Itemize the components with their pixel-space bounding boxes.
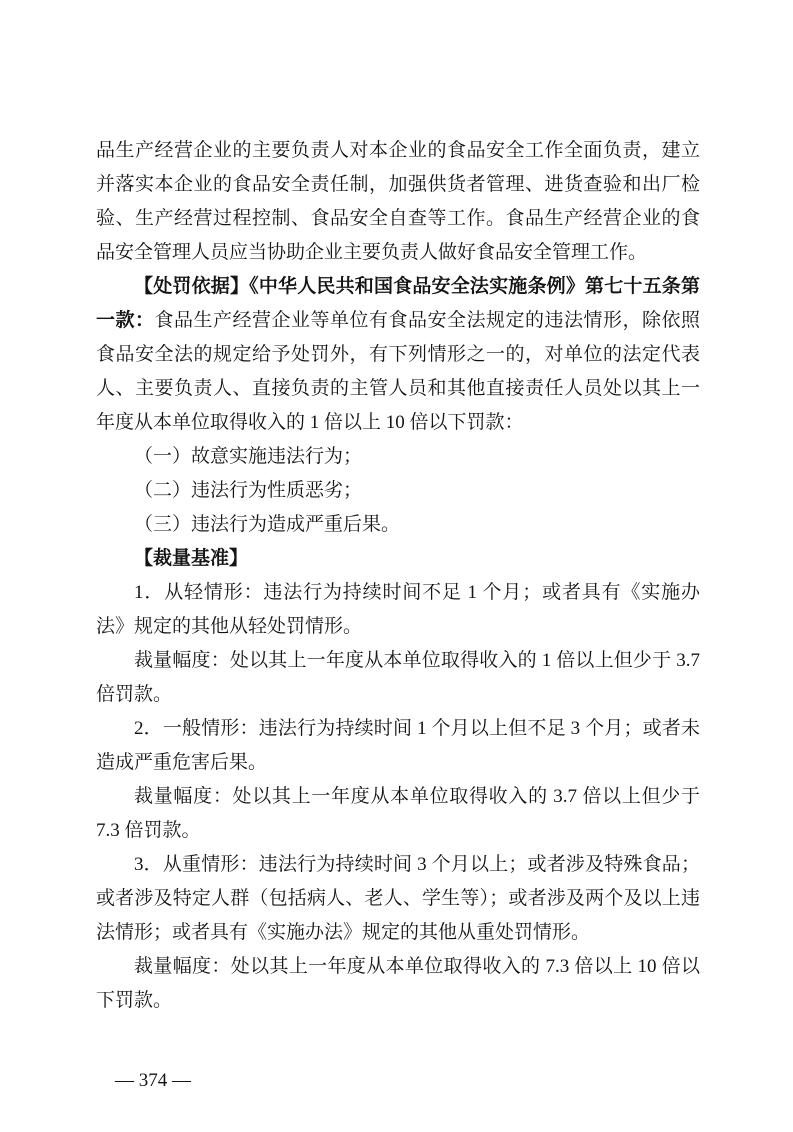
text-run: （二）违法行为性质恶劣； xyxy=(134,480,363,501)
bold-text-run: 【裁量基准】 xyxy=(134,548,249,569)
paragraph xyxy=(96,440,700,474)
document-body xyxy=(96,134,700,1018)
paragraph xyxy=(96,474,700,508)
text-run: 裁量幅度：处以其上一年度从本单位取得收入的 7.3 倍以上 10 倍以下罚款。 xyxy=(96,956,700,1011)
text-run: （三）违法行为造成严重后果。 xyxy=(134,514,401,535)
page-footer xyxy=(96,1030,191,1132)
text-run: 裁量幅度：处以其上一年度从本单位取得收入的 1 倍以上但少于 3.7 倍罚款。 xyxy=(96,650,700,705)
text-run: 品生产经营企业的主要负责人对本企业的食品安全工作全面负责，建立并落实本企业的食品安全责任制，加强供货者管理、进货查验和出厂检验、生产经营过程控制、食品安全自查等工作。食品生产经营企业的食品安全管理人员应当协助企业主要负责人做好食品安全管理工作。 xyxy=(96,140,700,263)
paragraph xyxy=(96,950,700,1018)
text-run: 3．从重情形：违法行为持续时间 3 个月以上；或者涉及特殊食品；或者涉及特定人群（包括病人、老人、学生等）；或者涉及两个及以上违法情形；或者具有《实施办法》规定的其他从重处罚情形。 xyxy=(96,854,700,943)
text-run: 1．从轻情形：违法行为持续时间不足 1 个月；或者具有《实施办法》规定的其他从轻处罚情形。 xyxy=(96,582,700,637)
paragraph xyxy=(96,644,700,712)
page-number: — 374 — xyxy=(115,1070,191,1091)
paragraph xyxy=(96,542,700,576)
text-run: 2．一般情形：违法行为持续时间 1 个月以上但不足 3 个月；或者未造成严重危害后果。 xyxy=(96,718,700,773)
bold-text-run: 【处罚依据】《中华人民共和国食品安全法实施条例》第七十五条第一款： xyxy=(96,276,700,331)
paragraph xyxy=(96,576,700,644)
text-run: （一）故意实施违法行为； xyxy=(134,446,363,467)
paragraph xyxy=(96,508,700,542)
paragraph xyxy=(96,134,700,270)
paragraph xyxy=(96,712,700,780)
paragraph xyxy=(96,848,700,950)
paragraph xyxy=(96,270,700,440)
paragraph xyxy=(96,780,700,848)
text-run: 食品生产经营企业等单位有食品安全法规定的违法情形，除依照食品安全法的规定给予处罚外，有下列情形之一的，对单位的法定代表人、主要负责人、直接负责的主管人员和其他直接责任人员处以其上一年度从本单位取得收入的 1 倍以上 10 倍以下罚款： xyxy=(96,310,700,433)
text-run: 裁量幅度：处以其上一年度从本单位取得收入的 3.7 倍以上但少于 7.3 倍罚款。 xyxy=(96,786,700,841)
